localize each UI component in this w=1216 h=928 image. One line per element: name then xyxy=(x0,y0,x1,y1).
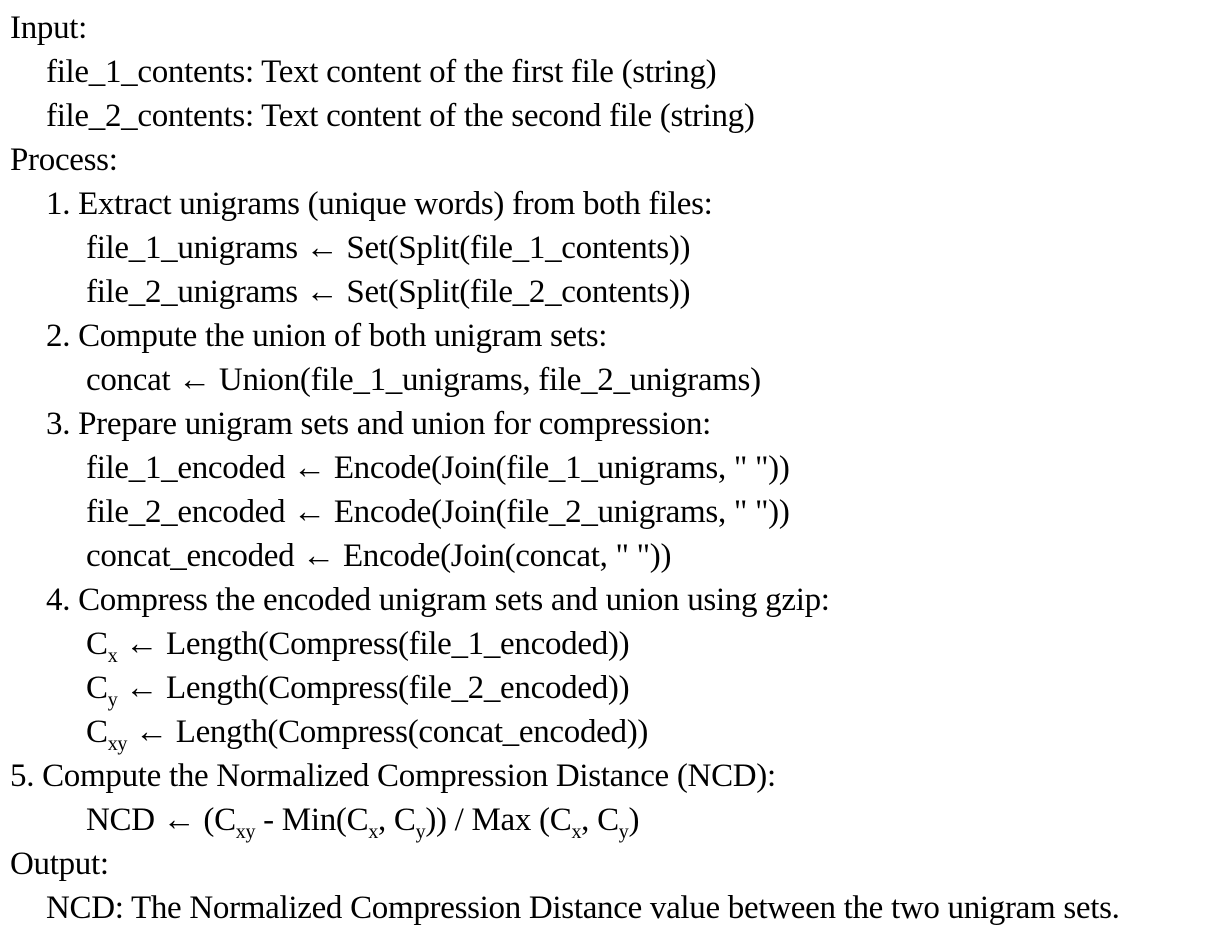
step-1-line-1: file_1_unigrams ← Set(Split(file_1_contents)) xyxy=(86,230,691,266)
process-heading: Process: xyxy=(10,142,118,178)
step-4: 4. Compress the encoded unigram sets and union using gzip: xyxy=(46,582,830,618)
input-file-2: file_2_contents: Text content of the second file (string) xyxy=(46,98,755,134)
step-3: 3. Prepare unigram sets and union for compression: xyxy=(46,406,712,442)
step-4-line-2: $C_y$ ← Length(Compress(file_2_encoded)) xyxy=(86,670,630,711)
step-1-line-2: file_2_unigrams ← Set(Split(file_2_contents)) xyxy=(86,274,691,310)
step-2: 2. Compute the union of both unigram sets: xyxy=(46,318,608,354)
step-3-line-2: file_2_encoded ← Encode(Join(file_2_unigrams, " ")) xyxy=(86,494,790,530)
step-1: 1. Extract unigrams (unique words) from both files: xyxy=(46,186,713,222)
input-file-1: file_1_contents: Text content of the first file (string) xyxy=(46,54,717,90)
input-heading: Input: xyxy=(10,10,88,46)
step-3-line-1: file_1_encoded ← Encode(Join(file_1_unigrams, " ")) xyxy=(86,450,790,486)
step-4-line-1: $C_x$ ← Length(Compress(file_1_encoded)) xyxy=(86,626,630,667)
step-2-line-1: concat ← Union(file_1_unigrams, file_2_unigrams) xyxy=(86,362,761,398)
step-3-line-3: concat_encoded ← Encode(Join(concat, " ")) xyxy=(86,538,672,574)
step-5-line-1: NCD ← ($C_{xy} - Min(C_x$, $C_y$)) / Max ($C_x$, $C_y$) xyxy=(86,802,640,843)
output-ncd: NCD: The Normalized Compression Distance value between the two unigram sets. xyxy=(46,890,1120,926)
output-heading: Output: xyxy=(10,846,109,882)
step-5: 5. Compute the Normalized Compression Distance (NCD): xyxy=(10,758,776,794)
step-4-line-3: $C_{xy}$ ← Length(Compress(concat_encoded)) xyxy=(86,714,649,755)
